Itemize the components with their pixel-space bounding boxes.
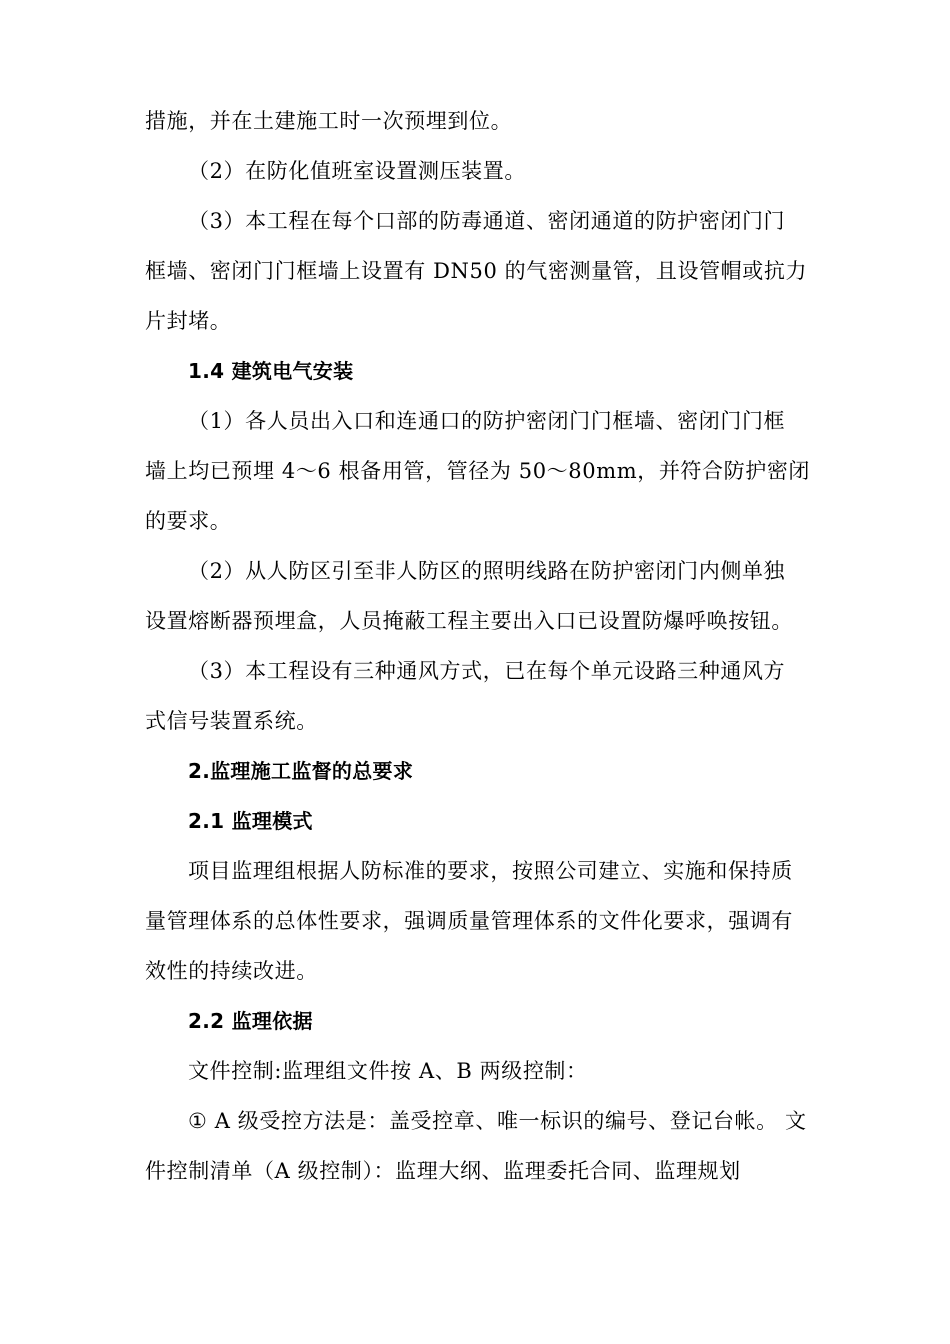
paragraph-line: （1）各人员出入口和连通口的防护密闭门门框墙、密闭门门框	[188, 409, 786, 433]
paragraph-line: 框墙、密闭门门框墙上设置有 DN50 的气密测量管，且设管帽或抗力	[145, 259, 808, 283]
section-heading: 2.2 监理依据	[188, 1009, 313, 1033]
paragraph-line: 量管理体系的总体性要求，强调质量管理体系的文件化要求，强调有	[145, 909, 793, 933]
paragraph-line: 效性的持续改进。	[145, 959, 318, 983]
paragraph-line: 件控制清单（A 级控制）：监理大纲、监理委托合同、监理规划	[145, 1159, 741, 1183]
paragraph-line: （3）本工程在每个口部的防毒通道、密闭通道的防护密闭门门	[188, 209, 786, 233]
section-heading: 1.4 建筑电气安装	[188, 359, 354, 383]
paragraph-line: （3）本工程设有三种通风方式，已在每个单元设路三种通风方	[188, 659, 786, 683]
paragraph-line: 式信号装置系统。	[145, 709, 318, 733]
paragraph-line: 文件控制:监理组文件按 A、B 两级控制：	[188, 1059, 588, 1083]
paragraph-line: 墙上均已预埋 4～6 根备用管，管径为 50～80mm，并符合防护密闭	[145, 459, 811, 483]
paragraph-line: 设置熔断器预埋盒，人员掩蔽工程主要出入口已设置防爆呼唤按钮。	[145, 609, 793, 633]
paragraph-line: （2）从人防区引至非人防区的照明线路在防护密闭门内侧单独	[188, 559, 786, 583]
paragraph-line: （2）在防化值班室设置测压装置。	[188, 159, 526, 183]
paragraph-line: ① A 级受控方法是：盖受控章、唯一标识的编号、登记台帐。 文	[188, 1109, 807, 1133]
section-heading: 2.监理施工监督的总要求	[188, 759, 414, 783]
paragraph-line: 片封堵。	[145, 309, 232, 333]
paragraph-line: 的要求。	[145, 509, 232, 533]
paragraph-line: 项目监理组根据人防标准的要求，按照公司建立、实施和保持质	[188, 859, 793, 883]
section-heading: 2.1 监理模式	[188, 809, 313, 833]
paragraph-line: 措施，并在土建施工时一次预埋到位。	[145, 109, 513, 133]
